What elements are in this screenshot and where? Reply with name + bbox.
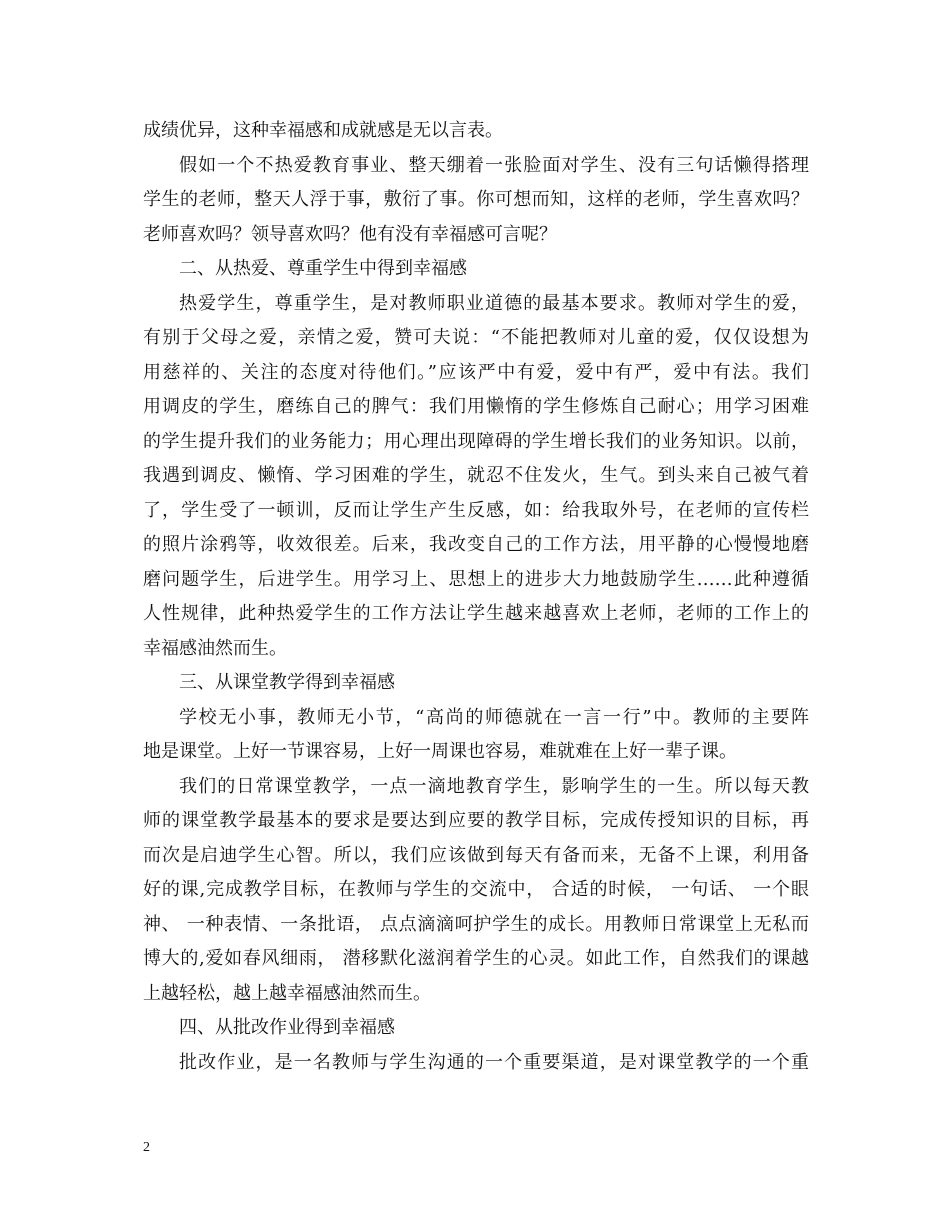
text-line: 四、从批改作业得到幸福感 bbox=[179, 1017, 395, 1038]
text-line: 有别于父母之爱，亲情之爱，赞可夫说：“不能把教师对儿童的爱，仅仅设想为 bbox=[143, 327, 809, 348]
text-line: 三、从课堂教学得到幸福感 bbox=[179, 672, 395, 693]
text-line: 用调皮的学生，磨练自己的脾气：我们用懒惰的学生修炼自己耐心；用学习困难 bbox=[143, 396, 809, 417]
text-line: 学生的老师，整天人浮于事，敷衍了事。你可想而知，这样的老师，学生喜欢吗？ bbox=[143, 189, 809, 210]
text-line: 神、 一种表情、一条批语， 点点滴滴呵护学生的成长。用教师日常课堂上无私而 bbox=[143, 913, 809, 935]
text-line: 假如一个不热爱教育事业、整天绷着一张脸面对学生、没有三句话懒得搭理 bbox=[179, 154, 809, 176]
text-line: 用慈祥的、关注的态度对待他们。”应该严中有爱，爱中有严，爱中有法。我们 bbox=[143, 361, 809, 383]
text-line: 地是课堂。上好一节课容易，上好一周课也容易，难就难在上好一辈子课。 bbox=[143, 741, 737, 762]
text-line: 人性规律，此种热爱学生的工作方法让学生越来越喜欢上老师，老师的工作上的 bbox=[143, 603, 809, 624]
text-line: 批改作业，是一名教师与学生沟通的一个重要渠道，是对课堂教学的一个重 bbox=[179, 1051, 809, 1073]
text-line: 热爱学生，尊重学生，是对教师职业道德的最基本要求。教师对学生的爱， bbox=[179, 292, 809, 314]
text-line: 我们的日常课堂教学，一点一滴地教育学生，影响学生的一生。所以每天教 bbox=[179, 775, 809, 797]
text-line: 好的课,完成教学目标，在教师与学生的交流中， 合适的时候， 一句话、 一个眼 bbox=[143, 879, 809, 900]
text-line: 磨问题学生，后进学生。用学习上、思想上的进步大力地鼓励学生……此种遵循 bbox=[143, 568, 809, 590]
text-line: 学校无小事，教师无小节，“高尚的师德就在一言一行”中。教师的主要阵 bbox=[179, 706, 809, 728]
text-line: 幸福感油然而生。 bbox=[143, 637, 287, 659]
text-line: 成绩优异，这种幸福感和成就感是无以言表。 bbox=[143, 120, 503, 141]
text-line: 的学生提升我们的业务能力；用心理出现障碍的学生增长我们的业务知识。以前， bbox=[143, 430, 809, 452]
text-line: 了，学生受了一顿训，反而让学生产生反感，如：给我取外号，在老师的宣传栏 bbox=[143, 499, 809, 521]
text-line: 我遇到调皮、懒惰、学习困难的学生，就忍不住发火，生气。到头来自己被气着 bbox=[143, 465, 809, 486]
text-line: 师的课堂教学最基本的要求是要达到应要的教学目标，完成传授知识的目标，再 bbox=[143, 810, 809, 831]
text-line: 上越轻松，越上越幸福感油然而生。 bbox=[143, 982, 431, 1004]
text-line: 老师喜欢吗？领导喜欢吗？他有没有幸福感可言呢？ bbox=[143, 223, 557, 245]
text-line: 而次是启迪学生心智。所以，我们应该做到每天有备而来，无备不上课，利用备 bbox=[143, 844, 809, 866]
text-line: 二、从热爱、尊重学生中得到幸福感 bbox=[179, 258, 467, 279]
text-line: 的照片涂鸦等，收效很差。后来，我改变自己的工作方法，用平静的心慢慢地磨 bbox=[143, 534, 809, 555]
page-number: 2 bbox=[143, 1140, 150, 1155]
document-body bbox=[143, 114, 809, 1080]
text-line: 博大的,爱如春风细雨， 潜移默化滋润着学生的心灵。如此工作，自然我们的课越 bbox=[143, 948, 809, 969]
